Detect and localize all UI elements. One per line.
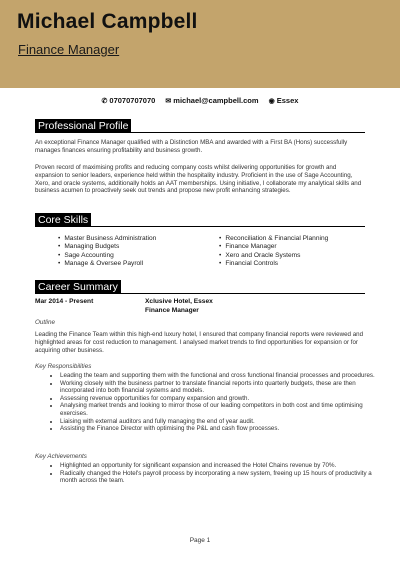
email-text: michael@campbell.com: [173, 96, 259, 105]
profile-paragraph: An exceptional Finance Manager qualified with a Distinction MBA and awarded with a First BA (Hons) successfully manages finances ensuring profitability and business growth.: [35, 139, 348, 154]
list-item: • Liaising with external auditors and fully managing the end of year audit.: [60, 418, 375, 426]
profile-heading: Professional Profile: [35, 119, 131, 133]
section-header-skills: [35, 212, 91, 227]
outline-paragraph: Leading the Finance Team within this high-end luxury hotel, I ensured that company financial reports were reviewed and highlighted areas for cost reduction to management. I analysed market trends to find opportunities for expansion or for acquiring other business.: [35, 331, 364, 354]
contact-phone[interactable]: [102, 96, 156, 105]
section-header-profile: [35, 118, 131, 133]
location-text: Essex: [276, 96, 299, 105]
contact-location: [269, 96, 299, 105]
candidate-job-title: Finance Manager: [18, 42, 120, 57]
job-role: Finance Manager: [145, 306, 199, 314]
skill-item: • Sage Accounting: [58, 252, 208, 260]
list-item: • Assessing revenue opportunities for company expansion and growth.: [60, 395, 375, 403]
skill-item: • Reconciliation & Financial Planning: [219, 235, 369, 243]
section-header-career: [35, 279, 121, 294]
contact-bar: [0, 96, 400, 105]
skills-column-right: [219, 235, 369, 268]
contact-email[interactable]: [165, 96, 258, 105]
list-item: • Working closely with the business partner to translate financial reports into quarterly budgets, these are then incorporated into both financial systems and models.: [60, 380, 375, 395]
achievements-label: Key Achievements: [35, 453, 87, 460]
section-rule: [35, 226, 365, 227]
page-number: Page 1: [189, 537, 211, 544]
skills-heading: Core Skills: [35, 213, 91, 227]
responsibilities-list: [48, 372, 375, 433]
skill-item: • Managing Budgets: [58, 243, 208, 251]
career-heading: Career Summary: [35, 280, 121, 294]
list-item: • Assisting the Finance Director with optimising the P&L and cash flow processes.: [60, 425, 375, 433]
skill-item: • Finance Manager: [219, 243, 369, 251]
skill-item: • Master Business Administration: [58, 235, 208, 243]
candidate-name: Michael Campbell: [17, 10, 198, 33]
list-item: • Radically changed the Hotel's payroll process by incorporating a new system, freeing up 15 hours of productivity a month across the team.: [60, 470, 375, 485]
job-date: Mar 2014 - Present: [35, 298, 94, 305]
section-rule: [35, 132, 365, 133]
list-item: • Analysing market trends and looking to mirror those of our leading competitors in both cost and time optimising exercises.: [60, 402, 375, 417]
phone-icon: ✆: [101, 98, 108, 105]
skills-column-left: [58, 235, 208, 268]
skill-item: • Manage & Oversee Payroll: [58, 260, 208, 268]
job-employer-block: [145, 298, 213, 315]
responsibilities-label: Key Responsibilities: [35, 363, 92, 370]
profile-paragraph: Proven record of maximising profits and reducing company costs whilst delivering opportunities for growth and expansion to senior leaders, experience held within the hospitality industry. Proficient in the use of Sage Accounting, Xero, and oracle systems, additionally holds an AAT memberships. Using initiative, I collaborate my analytical skills and business acumen to proactively seek out trends and propose new profit enhancing strategies.: [35, 164, 362, 195]
section-rule: [35, 293, 365, 294]
skill-item: • Xero and Oracle Systems: [219, 252, 369, 260]
location-icon: ◉: [268, 98, 275, 105]
email-icon: ✉: [165, 98, 172, 105]
list-item: • Leading the team and supporting them with the functional and cross functional financial processes and procedures.: [60, 372, 375, 380]
list-item: • Highlighted an opportunity for significant expansion and increased the Hotel Chains revenue by 70%.: [60, 462, 375, 470]
phone-text: 07070707070: [109, 96, 156, 105]
job-employer: Xclusive Hotel, Essex: [145, 298, 213, 305]
outline-label: Outline: [35, 319, 55, 326]
skill-item: • Financial Controls: [219, 260, 369, 268]
header-banner: [0, 0, 400, 88]
achievements-list: [48, 462, 375, 485]
